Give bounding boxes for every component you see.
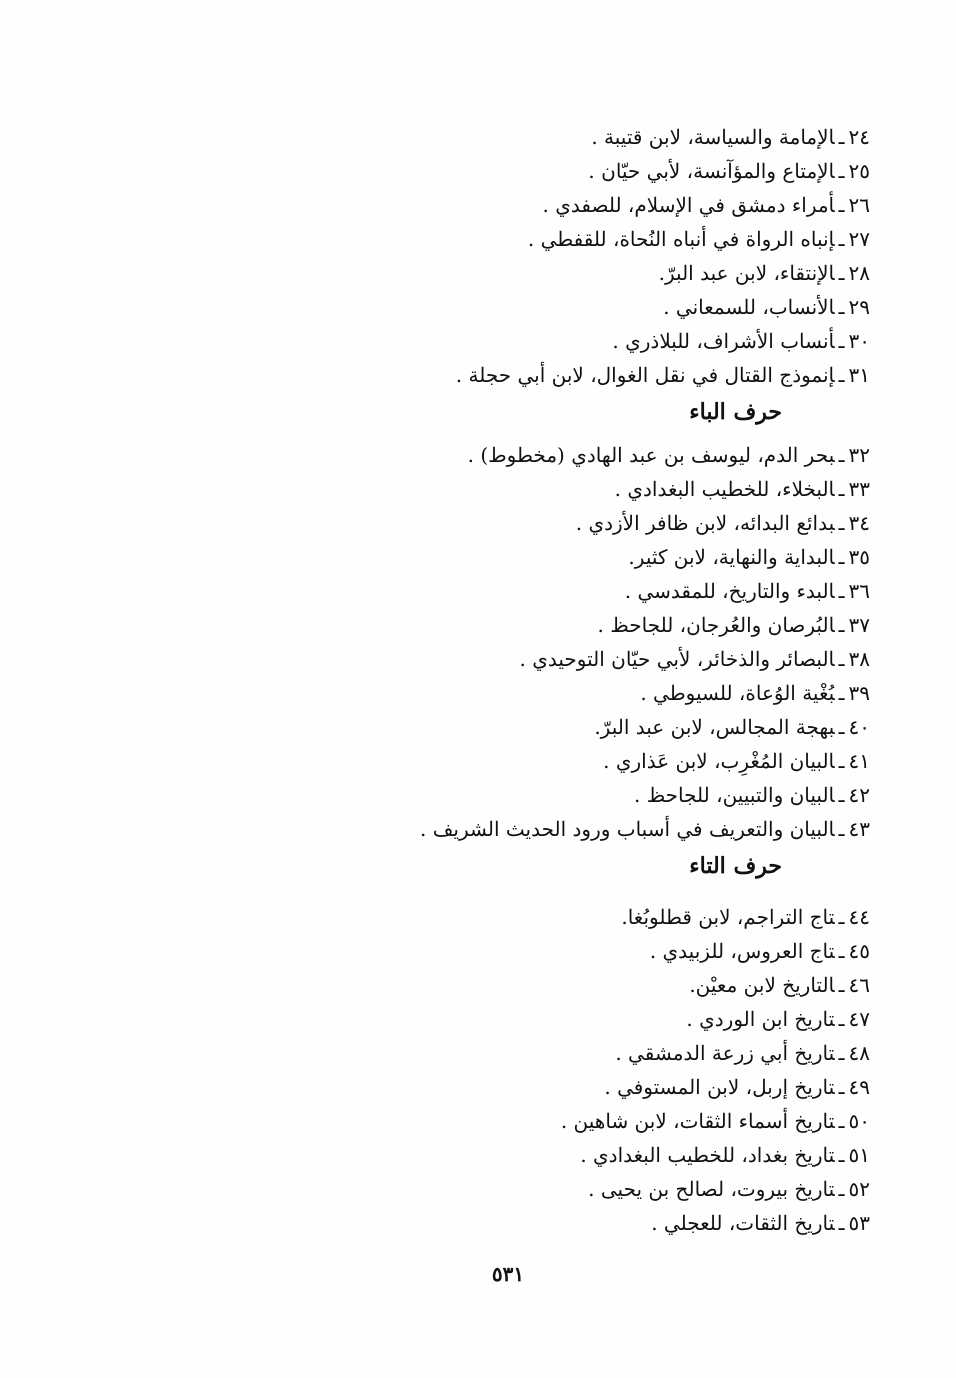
- list-item: [400, 900, 870, 934]
- list-item: [400, 188, 870, 222]
- list-item: [400, 934, 870, 968]
- entry-text: الإمامة والسياسة، لابن قتيبة .: [591, 125, 835, 149]
- entry-text: تاريخ ابن الوردي .: [686, 1007, 835, 1031]
- entry-text: إنباه الرواة في أنباه النُحاة، للقفطي .: [527, 227, 835, 251]
- entry-dash: ـ: [838, 295, 845, 319]
- list-item: [400, 574, 870, 608]
- entry-dash: ـ: [838, 1109, 845, 1133]
- list-item: [400, 710, 870, 744]
- entry-dash: ـ: [838, 1075, 845, 1099]
- entry-text: إنموذج القتال في نقل الغوال، لابن أبي حجلة .: [455, 363, 835, 387]
- entry-number: ٤٦: [848, 973, 870, 997]
- entry-number: ٤٠: [848, 715, 870, 739]
- entry-number: ٢٤: [848, 125, 870, 149]
- entry-text: بُغْية الوُعاة، للسيوطي .: [640, 681, 835, 705]
- entry-number: ٤٢: [848, 783, 870, 807]
- entry-text: تاريخ الثقات، للعجلي .: [651, 1211, 835, 1235]
- entry-text: البصائر والذخائر، لأبي حيّان التوحيدي .: [519, 647, 835, 671]
- section-ta: [400, 900, 870, 1240]
- entry-number: ٥٣: [848, 1211, 870, 1235]
- list-item: [400, 438, 870, 472]
- entry-text: تاريخ أسماء الثقات، لابن شاهين .: [560, 1109, 835, 1133]
- entry-dash: ـ: [838, 1143, 845, 1167]
- entry-number: ٤١: [848, 749, 870, 773]
- entry-text: بحر الدم، ليوسف بن عبد الهادي (مخطوط) .: [467, 443, 835, 467]
- entry-text: تاريخ أبي زرعة الدمشقي .: [615, 1041, 835, 1065]
- entry-number: ٤٩: [848, 1075, 870, 1099]
- entry-number: ٢٨: [848, 261, 870, 285]
- entry-text: البيان والتعريف في أسباب ورود الحديث الشريف .: [420, 817, 835, 841]
- list-item: [400, 540, 870, 574]
- entry-text: تاريخ بغداد، للخطيب البغدادي .: [580, 1143, 835, 1167]
- list-item: [400, 676, 870, 710]
- entry-text: البدء والتاريخ، للمقدسي .: [624, 579, 835, 603]
- entry-text: تاج العروس، للزبيدي .: [649, 939, 835, 963]
- entry-number: ٣٦: [848, 579, 870, 603]
- entry-number: ٤٨: [848, 1041, 870, 1065]
- entry-dash: ـ: [838, 939, 845, 963]
- entry-number: ٣٥: [848, 545, 870, 569]
- entry-dash: ـ: [838, 613, 845, 637]
- list-item: [400, 778, 870, 812]
- list-item: [400, 1138, 870, 1172]
- entry-number: ٣٧: [848, 613, 870, 637]
- list-item: [400, 222, 870, 256]
- entry-dash: ـ: [838, 193, 845, 217]
- list-item: [400, 1070, 870, 1104]
- entry-text: بدائع البدائه، لابن ظافر الأزدي .: [575, 511, 835, 535]
- entry-text: تاريخ إربل، لابن المستوفي .: [604, 1075, 835, 1099]
- entry-number: ٣٤: [848, 511, 870, 535]
- entry-number: ٢٩: [848, 295, 870, 319]
- entry-number: ٢٧: [848, 227, 870, 251]
- list-item: [400, 154, 870, 188]
- entry-dash: ـ: [838, 817, 845, 841]
- entry-dash: ـ: [838, 715, 845, 739]
- list-item: [400, 1104, 870, 1138]
- entry-text: التاريخ لابن معيْن.: [689, 973, 835, 997]
- entry-text: البداية والنهاية، لابن كثير.: [628, 545, 835, 569]
- list-item: [400, 256, 870, 290]
- entry-dash: ـ: [838, 579, 845, 603]
- entry-dash: ـ: [838, 329, 845, 353]
- entry-dash: ـ: [838, 1211, 845, 1235]
- entry-dash: ـ: [838, 1041, 845, 1065]
- entry-text: البخلاء، للخطيب البغدادي .: [614, 477, 835, 501]
- section-heading-ba: حرف الباء: [689, 399, 782, 425]
- entry-number: ٥٠: [848, 1109, 870, 1133]
- list-item: [400, 472, 870, 506]
- entry-number: ٤٤: [848, 905, 870, 929]
- entry-number: ٥١: [848, 1143, 870, 1167]
- list-item: [400, 324, 870, 358]
- section-heading-ta: حرف التاء: [689, 853, 782, 879]
- entry-dash: ـ: [838, 159, 845, 183]
- section-ba: [400, 438, 870, 846]
- entry-dash: ـ: [838, 1177, 845, 1201]
- entry-dash: ـ: [838, 511, 845, 535]
- entry-text: أنساب الأشراف، للبلاذري .: [612, 329, 835, 353]
- list-item: [400, 506, 870, 540]
- entry-text: الإمتاع والمؤآنسة، لأبي حيّان .: [588, 159, 835, 183]
- entry-text: الأنساب، للسمعاني .: [663, 295, 835, 319]
- entry-dash: ـ: [838, 227, 845, 251]
- entry-number: ٢٥: [848, 159, 870, 183]
- list-item: [400, 1036, 870, 1070]
- entry-number: ٢٦: [848, 193, 870, 217]
- entry-text: البُرصان والعُرجان، للجاحظ .: [597, 613, 835, 637]
- entry-dash: ـ: [838, 749, 845, 773]
- section-alif: [400, 120, 870, 392]
- list-item: [400, 642, 870, 676]
- list-item: [400, 120, 870, 154]
- list-item: [400, 608, 870, 642]
- entry-number: ٤٣: [848, 817, 870, 841]
- entry-text: الإنتقاء، لابن عبد البرّ.: [658, 261, 835, 285]
- list-item: [400, 1002, 870, 1036]
- entry-dash: ـ: [838, 905, 845, 929]
- entry-text: تاج التراجم، لابن قطلوبُغا.: [621, 905, 835, 929]
- entry-dash: ـ: [838, 477, 845, 501]
- entry-text: البيان المُغْرِب، لابن عَذاري .: [603, 749, 835, 773]
- entry-number: ٣٩: [848, 681, 870, 705]
- entry-number: ٣٢: [848, 443, 870, 467]
- entry-text: تاريخ بيروت، لصالح بن يحيى .: [588, 1177, 835, 1201]
- entry-dash: ـ: [838, 363, 845, 387]
- entry-number: ٣٣: [848, 477, 870, 501]
- entry-dash: ـ: [838, 681, 845, 705]
- list-item: [400, 812, 870, 846]
- entry-number: ٣٠: [848, 329, 870, 353]
- entry-dash: ـ: [838, 783, 845, 807]
- entry-number: ٤٧: [848, 1007, 870, 1031]
- entry-text: بهجة المجالس، لابن عبد البرّ.: [594, 715, 835, 739]
- entry-text: أمراء دمشق في الإسلام، للصفدي .: [542, 193, 835, 217]
- entry-dash: ـ: [838, 261, 845, 285]
- entry-dash: ـ: [838, 1007, 845, 1031]
- entry-number: ٣١: [848, 363, 870, 387]
- entry-dash: ـ: [838, 973, 845, 997]
- entry-number: ٥٢: [848, 1177, 870, 1201]
- list-item: [400, 1206, 870, 1240]
- page-number: ٥٣١: [491, 1262, 525, 1286]
- list-item: [400, 290, 870, 324]
- entry-number: ٣٨: [848, 647, 870, 671]
- list-item: [400, 968, 870, 1002]
- entry-dash: ـ: [838, 443, 845, 467]
- entry-number: ٤٥: [848, 939, 870, 963]
- list-item: [400, 744, 870, 778]
- bibliography-column: [400, 120, 870, 1240]
- list-item: [400, 358, 870, 392]
- entry-text: البيان والتبيين، للجاحظ .: [633, 783, 835, 807]
- list-item: [400, 1172, 870, 1206]
- entry-dash: ـ: [838, 125, 845, 149]
- entry-dash: ـ: [838, 647, 845, 671]
- entry-dash: ـ: [838, 545, 845, 569]
